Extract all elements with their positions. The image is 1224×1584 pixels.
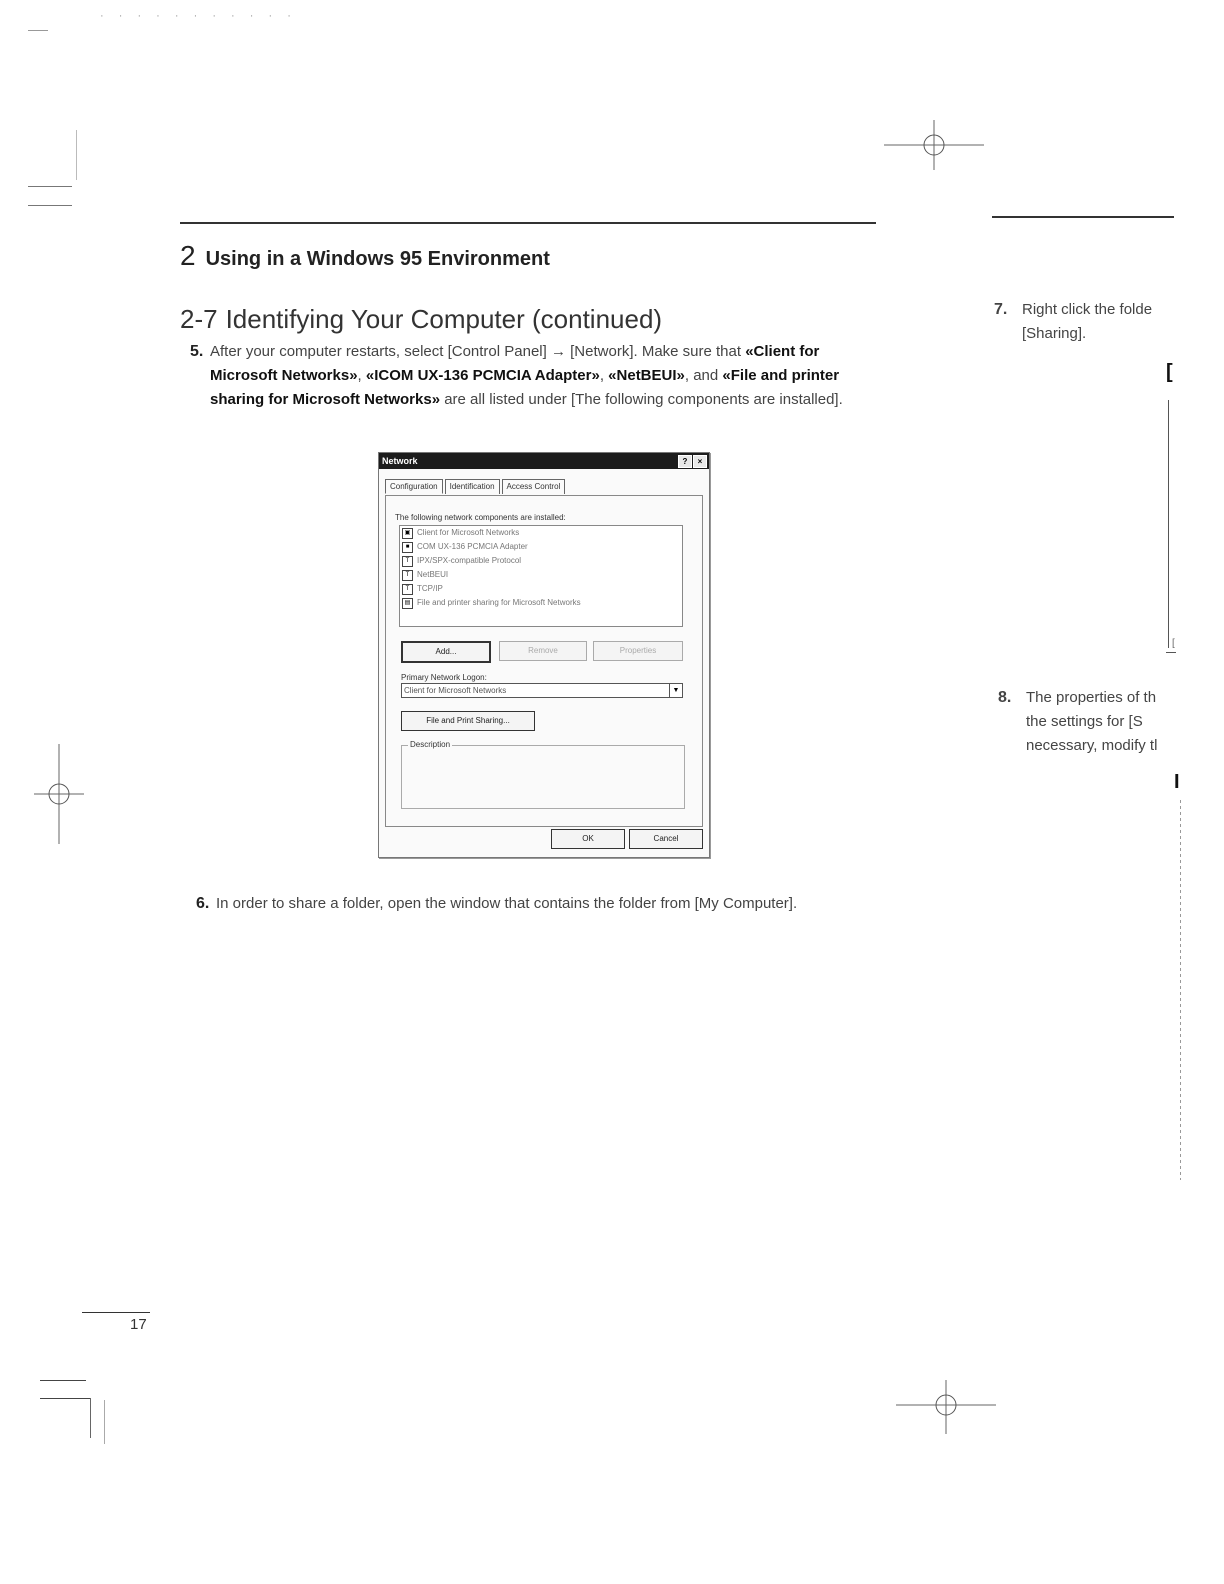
- page-number-rule: [82, 1312, 150, 1313]
- step-bold-text: «File and printer sharing for Microsoft Networks»: [210, 367, 840, 408]
- section-heading: [180, 304, 662, 335]
- cut-frame-line-2: [1180, 800, 1181, 1180]
- step-bold-text: «NetBEUI»: [608, 367, 685, 384]
- step-text: After your computer restarts, select [Control Panel] → [Network]. Make sure that: [210, 343, 746, 360]
- cut-heading-fragment: I: [1174, 771, 1180, 793]
- cancel-button[interactable]: Cancel: [629, 829, 703, 849]
- components-list[interactable]: [399, 525, 683, 627]
- step-8-line-1: The properties of th: [1026, 689, 1157, 706]
- cut-frame-line: [1168, 400, 1169, 648]
- cut-fragment: [: [1172, 638, 1175, 649]
- step-8-line-3: necessary, modify tl: [1026, 737, 1158, 754]
- chevron-down-icon[interactable]: ▼: [669, 684, 682, 697]
- properties-button[interactable]: Properties: [593, 641, 683, 661]
- step-7-line-1: Right click the folde: [1022, 301, 1153, 318]
- primary-logon-value: Client for Microsoft Networks: [404, 686, 507, 695]
- crop-mark-bottom-left-1: [40, 1380, 86, 1381]
- dialog-tabs: [385, 479, 567, 494]
- description-group: [401, 740, 685, 809]
- crop-mark-left-2: [28, 205, 72, 206]
- step-text: ,: [357, 367, 366, 384]
- list-item-label: COM UX-136 PCMCIA Adapter: [417, 542, 528, 551]
- list-item[interactable]: [400, 582, 682, 596]
- chapter-number: 2: [180, 240, 196, 271]
- dialog-titlebar: [379, 453, 709, 469]
- registration-target-icon: [34, 744, 84, 844]
- registration-target-icon: [884, 120, 984, 170]
- step-7-number: 7.: [994, 301, 1008, 318]
- header-noise: · · · · · · · · · · ·: [100, 10, 297, 22]
- sharing-icon: ▤: [402, 598, 413, 609]
- step-5: [190, 340, 878, 412]
- chapter-heading: [180, 240, 550, 272]
- list-item[interactable]: [400, 540, 682, 554]
- chapter-title: Using in a Windows 95 Environment: [205, 248, 550, 270]
- page-number: 17: [130, 1316, 147, 1333]
- step-7-line-2: [Sharing].: [1022, 325, 1087, 342]
- crop-mark-top-left: [28, 30, 48, 31]
- step-text: , and: [684, 367, 723, 384]
- cut-heading-fragment: [: [1166, 361, 1173, 383]
- section-title: Identifying Your Computer (continued): [225, 304, 663, 334]
- dialog-title: Network: [382, 456, 418, 466]
- file-print-sharing-button[interactable]: File and Print Sharing...: [401, 711, 535, 731]
- close-button[interactable]: ×: [693, 455, 707, 468]
- header-rule-right: [992, 216, 1174, 218]
- header-rule: [180, 222, 876, 224]
- list-item[interactable]: [400, 526, 682, 540]
- protocol-icon: T: [402, 584, 413, 595]
- list-item-label: NetBEUI: [417, 570, 449, 579]
- protocol-icon: T: [402, 556, 413, 567]
- list-item-label: File and printer sharing for Microsoft Networks: [417, 598, 581, 607]
- list-item-label: Client for Microsoft Networks: [417, 528, 520, 537]
- crop-mark-bottom-left-4: [104, 1400, 105, 1444]
- step-bold-text: «ICOM UX-136 PCMCIA Adapter»: [365, 367, 600, 384]
- step-8-number: 8.: [998, 689, 1012, 706]
- list-item[interactable]: [400, 596, 682, 610]
- tab-access-control[interactable]: Access Control: [502, 479, 566, 494]
- description-label: Description: [410, 740, 451, 749]
- primary-logon-select[interactable]: [401, 683, 683, 698]
- list-item[interactable]: [400, 554, 682, 568]
- crop-mark-bottom-left-2: [40, 1398, 90, 1399]
- list-item-label: IPX/SPX-compatible Protocol: [417, 556, 522, 565]
- step-number: 6.: [196, 895, 210, 912]
- crop-mark-left-1: [28, 186, 72, 187]
- section-number: 2-7: [180, 304, 218, 334]
- list-item-label: TCP/IP: [417, 584, 443, 593]
- client-icon: ▣: [402, 528, 413, 539]
- network-dialog: [378, 452, 710, 858]
- crop-mark-bottom-left-3: [90, 1398, 91, 1438]
- step-bold-text: «Client for Microsoft Networks»: [210, 343, 820, 384]
- step-text: are all listed under [The following components are installed].: [440, 391, 843, 408]
- help-button[interactable]: ?: [678, 455, 692, 468]
- registration-target-icon: [896, 1380, 996, 1434]
- step-text: In order to share a folder, open the window that contains the folder from [My Computer].: [216, 895, 798, 912]
- step-text: ,: [599, 367, 609, 384]
- crop-mark-left-3: [76, 130, 77, 180]
- step-6: [196, 892, 884, 916]
- add-button[interactable]: Add...: [401, 641, 491, 663]
- primary-logon-label: Primary Network Logon:: [401, 673, 487, 682]
- step-8-line-2: the settings for [S: [1026, 713, 1143, 730]
- protocol-icon: T: [402, 570, 413, 581]
- step-number: 5.: [190, 343, 204, 360]
- remove-button[interactable]: Remove: [499, 641, 587, 661]
- adapter-icon: ■: [402, 542, 413, 553]
- list-item[interactable]: [400, 568, 682, 582]
- tab-identification[interactable]: Identification: [445, 479, 500, 494]
- ok-button[interactable]: OK: [551, 829, 625, 849]
- tab-configuration[interactable]: Configuration: [385, 479, 443, 494]
- components-label: The following network components are installed:: [395, 513, 566, 522]
